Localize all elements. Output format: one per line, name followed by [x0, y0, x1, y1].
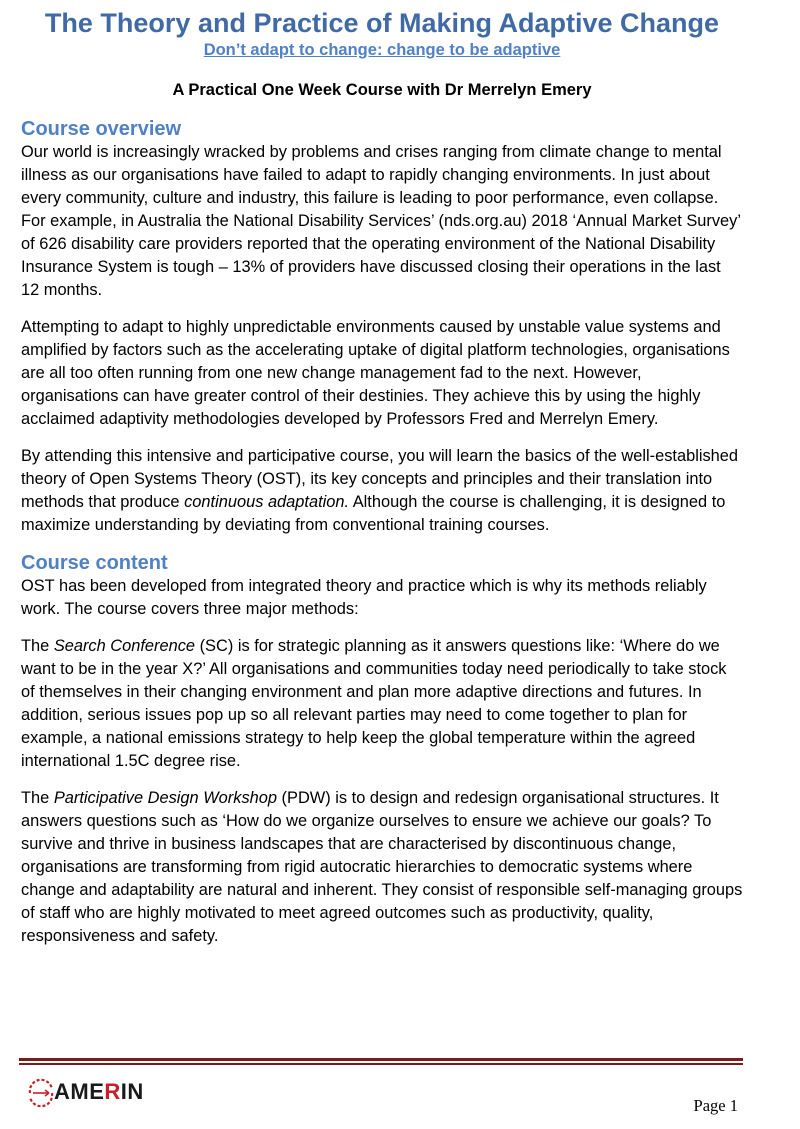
overview-paragraph-2: Attempting to adapt to highly unpredictable environments caused by unstable value systems and amplified by factors such as the accelerating uptake of digital platform technologies, organisations are all too often running from one new change management fad to the next. However, organisations can have greater control of their destinies. They achieve this by using the highly acclaimed adaptivity methodologies developed by Professors Fred and Merrelyn Emery. [21, 318, 730, 428]
page-number: Page 1 [693, 1096, 738, 1115]
document-title: The Theory and Practice of Making Adaptive Change [44, 8, 720, 38]
logo-wordmark [54, 1079, 144, 1105]
logo-swirl-icon [26, 1078, 56, 1108]
overview-p3-text-b: Although the course is challenging, it is designed to maximize understanding by deviating from conventional training courses. [21, 493, 726, 534]
logo-text-accent: R [104, 1079, 121, 1104]
course-overview-heading: Course overview [21, 118, 182, 140]
content-p2-text-a: The [21, 637, 54, 655]
content-paragraph-2 [21, 635, 743, 773]
content-p3-text-b: (PDW) is to design and redesign organisational structures. It answers questions such as ‘How do we organize ourselves to ensure we achieve our goals? To survive and thrive in business landscapes that are characterised by discontinuous change, organisations are transforming from rigid autocratic hierarchies to democratic systems where change and adaptability are natural and inherent. They consist of responsible self-managing groups of staff who are highly motivated to meet agreed outcomes such as productivity, quality, responsiveness and safety. [21, 789, 743, 945]
course-subtitle: A Practical One Week Course with Dr Merrelyn Emery [172, 81, 592, 99]
logo-text-a: AME [54, 1079, 105, 1104]
footer-rule-thin [19, 1063, 743, 1065]
overview-p3-text-a: By attending this intensive and participative course, you will learn the basics of the well-established theory of Open Systems Theory (OST), its key concepts and principles and their translation into methods that produce [21, 447, 739, 511]
content-p3-text-a: The [21, 789, 54, 807]
content-p2-text-b: (SC) is for strategic planning as it answers questions like: ‘Where do we want to be in the year X?’ All organisations and communities today need periodically to take stock of themselves in their changing environment and plan more adaptive directions and futures. In addition, serious issues pop up so all relevant parties may need to come together to plan for example, a national emissions strategy to help keep the global temperature within the agreed international 1.5C degree rise. [21, 637, 727, 770]
content-paragraph-1: OST has been developed from integrated theory and practice which is why its methods reliably work. The course covers three major methods: [21, 577, 707, 618]
document-page [21, 6, 743, 948]
content-p2-emphasis: Search Conference [53, 637, 196, 655]
content-paragraph-3 [21, 787, 743, 948]
logo-text-c: IN [120, 1079, 144, 1104]
overview-p3-emphasis: continuous adaptation. [184, 493, 350, 511]
amerin-logo [26, 1075, 176, 1109]
overview-paragraph-3 [21, 445, 743, 537]
content-p3-emphasis: Participative Design Workshop [53, 789, 277, 807]
overview-paragraph-1: Our world is increasingly wracked by problems and crises ranging from climate change to mental illness as our organisations have failed to adapt to rapidly changing environments. In just about every community, culture and industry, this failure is leading to poor performance, even collapse. For example, in Australia the National Disability Services’ (nds.org.au) 2018 ‘Annual Market Survey’ of 626 disability care providers reported that the operating environment of the National Disability Insurance System is tough – 13% of providers have discussed closing their operations in the last 12 months. [21, 143, 741, 299]
course-content-heading: Course content [21, 552, 168, 574]
document-tagline: Don’t adapt to change: change to be adaptive [203, 41, 561, 59]
footer-divider [19, 1058, 743, 1067]
